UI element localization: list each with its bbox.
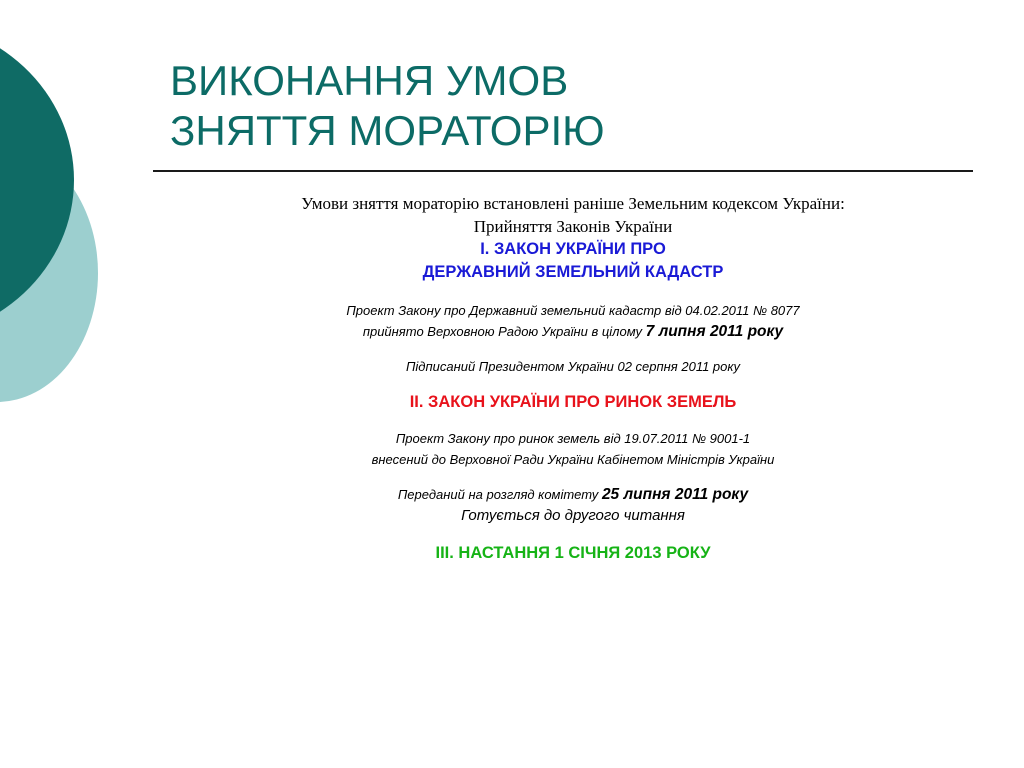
- law2-reading: Готується до другого читання: [461, 507, 685, 524]
- title-line-1: ВИКОНАННЯ УМОВ: [170, 57, 569, 104]
- law1-heading-line-2: ДЕРЖАВНИЙ ЗЕМЕЛЬНИЙ КАДАСТР: [422, 263, 724, 281]
- law1-signed: Підписаний Президентом України 02 серпня 2011 року: [405, 359, 741, 374]
- law1-adopted: [150, 321, 996, 342]
- law1-adopted-date: 7 липня 2011 року: [645, 323, 784, 340]
- intro-line-1: Умови зняття мораторію встановлені раніше Земельним кодексом України:: [301, 194, 845, 213]
- law1-project: Проект Закону про Державний земельний кадастр від 04.02.2011 № 8077: [346, 303, 800, 318]
- law3-heading: ІІІ. НАСТАННЯ 1 СІЧНЯ 2013 РОКУ: [435, 544, 711, 562]
- law1-heading-line-1: І. ЗАКОН УКРАЇНИ ПРО: [480, 240, 666, 258]
- law2-referred-date: 25 липня 2011 року: [601, 486, 749, 503]
- law2-referred-prefix: Переданий на розгляд комітету: [397, 487, 602, 502]
- law2-project: Проект Закону про ринок земель від 19.07.2011 № 9001-1: [395, 431, 751, 446]
- slide-body: [150, 192, 996, 565]
- slide-title: [170, 56, 605, 156]
- law2-referred: [150, 484, 996, 505]
- law1-adopted-prefix: прийнято Верховною Радою України в цілому: [362, 324, 646, 339]
- title-divider: [153, 170, 973, 172]
- law2-heading: ІІ. ЗАКОН УКРАЇНИ ПРО РИНОК ЗЕМЕЛЬ: [409, 393, 737, 411]
- title-line-2: ЗНЯТТЯ МОРАТОРІЮ: [170, 107, 605, 154]
- law2-submitted: внесений до Верховної Ради України Кабінетом Міністрів України: [371, 452, 775, 467]
- intro-line-2: Прийняття Законів України: [473, 217, 673, 236]
